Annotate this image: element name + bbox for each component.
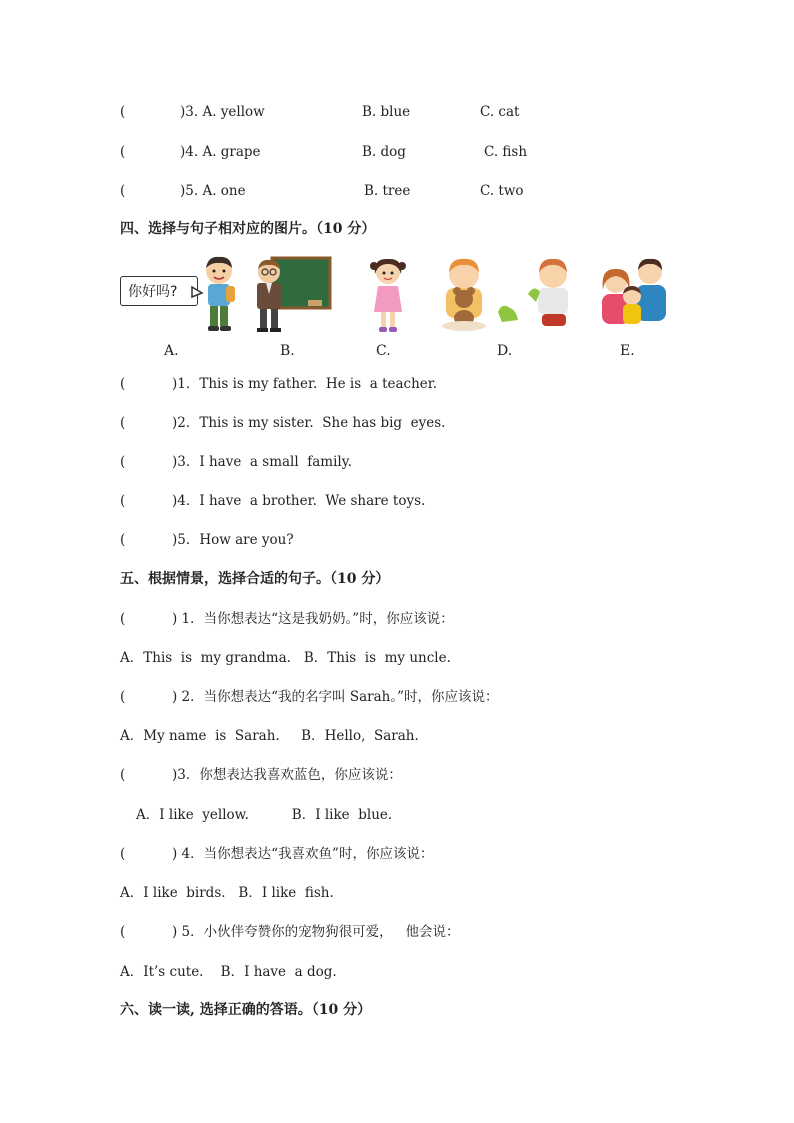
- option-c: C. cat: [480, 104, 520, 120]
- question-text: ) 2．当你想表达“我的名字叫 Sarah。”时，你应该说：: [172, 689, 499, 705]
- answer-paren[interactable]: (: [120, 767, 126, 783]
- answer-paren[interactable]: (: [120, 611, 126, 627]
- answer-paren[interactable]: (: [120, 532, 126, 548]
- family-icon: [594, 256, 674, 332]
- picture-label-a: A.: [164, 343, 179, 359]
- answer-paren[interactable]: (: [120, 454, 126, 470]
- section-4-title: 四、选择与句子相对应的图片。（10 分）: [120, 221, 376, 237]
- sentence-text: )1．This is my father. He is a teacher.: [172, 376, 438, 392]
- section-6-title: 六、读一读, 选择正确的答语。（10 分）: [120, 1002, 372, 1018]
- picture-label-b: B.: [280, 343, 295, 359]
- question-options: A．I like yellow. B．I like blue.: [136, 807, 393, 823]
- sentence-text: )5．How are you?: [172, 532, 294, 548]
- picture-label-d: D.: [497, 343, 513, 359]
- answer-paren[interactable]: (: [120, 376, 126, 392]
- answer-paren[interactable]: (: [120, 144, 126, 160]
- answer-paren[interactable]: (: [120, 493, 126, 509]
- option-b: B. tree: [364, 183, 411, 199]
- boy-with-backpack-icon: [196, 254, 242, 334]
- question-text: ) 1．当你想表达“这是我奶奶。”时，你应该说：: [172, 611, 454, 627]
- answer-paren[interactable]: (: [120, 689, 126, 705]
- question-options: A．I like birds. B．I like fish.: [120, 885, 334, 901]
- option-a: )3. A. yellow: [180, 104, 265, 120]
- sentence-text: )2．This is my sister. She has big eyes.: [172, 415, 446, 431]
- speech-bubble-text: 你好吗?: [128, 284, 178, 300]
- question-text: ) 5．小伙伴夸赞你的宠物狗很可爱， 他会说：: [172, 924, 460, 940]
- answer-paren[interactable]: (: [120, 183, 126, 199]
- option-b: B. dog: [362, 144, 406, 160]
- option-a: )4. A. grape: [180, 144, 261, 160]
- question-options: A．This is my grandma. B．This is my uncle.: [120, 650, 451, 666]
- answer-paren[interactable]: (: [120, 104, 126, 120]
- sentence-text: )4．I have a brother. We share toys.: [172, 493, 426, 509]
- section-5-title: 五、根据情景，选择合适的句子。（10 分）: [120, 571, 390, 587]
- teacher-blackboard-icon: [252, 256, 332, 334]
- question-text: ) 4．当你想表达“我喜欢鱼”时，你应该说：: [172, 846, 434, 862]
- option-c: C. fish: [484, 144, 528, 160]
- question-options: A．It’s cute. B．I have a dog.: [120, 964, 337, 980]
- question-text: )3．你想表达我喜欢蓝色，你应该说：: [172, 767, 402, 783]
- answer-paren[interactable]: (: [120, 415, 126, 431]
- picture-label-e: E.: [620, 343, 635, 359]
- option-a: )5. A. one: [180, 183, 246, 199]
- brothers-sharing-toys-icon: [440, 254, 580, 334]
- answer-paren[interactable]: (: [120, 846, 126, 862]
- question-options: A．My name is Sarah. B．Hello, Sarah.: [120, 728, 419, 744]
- speech-bubble: [120, 276, 198, 306]
- option-c: C. two: [480, 183, 524, 199]
- option-b: B. blue: [362, 104, 411, 120]
- picture-label-c: C.: [376, 343, 391, 359]
- sentence-text: )3．I have a small family.: [172, 454, 352, 470]
- answer-paren[interactable]: (: [120, 924, 126, 940]
- girl-icon: [368, 256, 408, 334]
